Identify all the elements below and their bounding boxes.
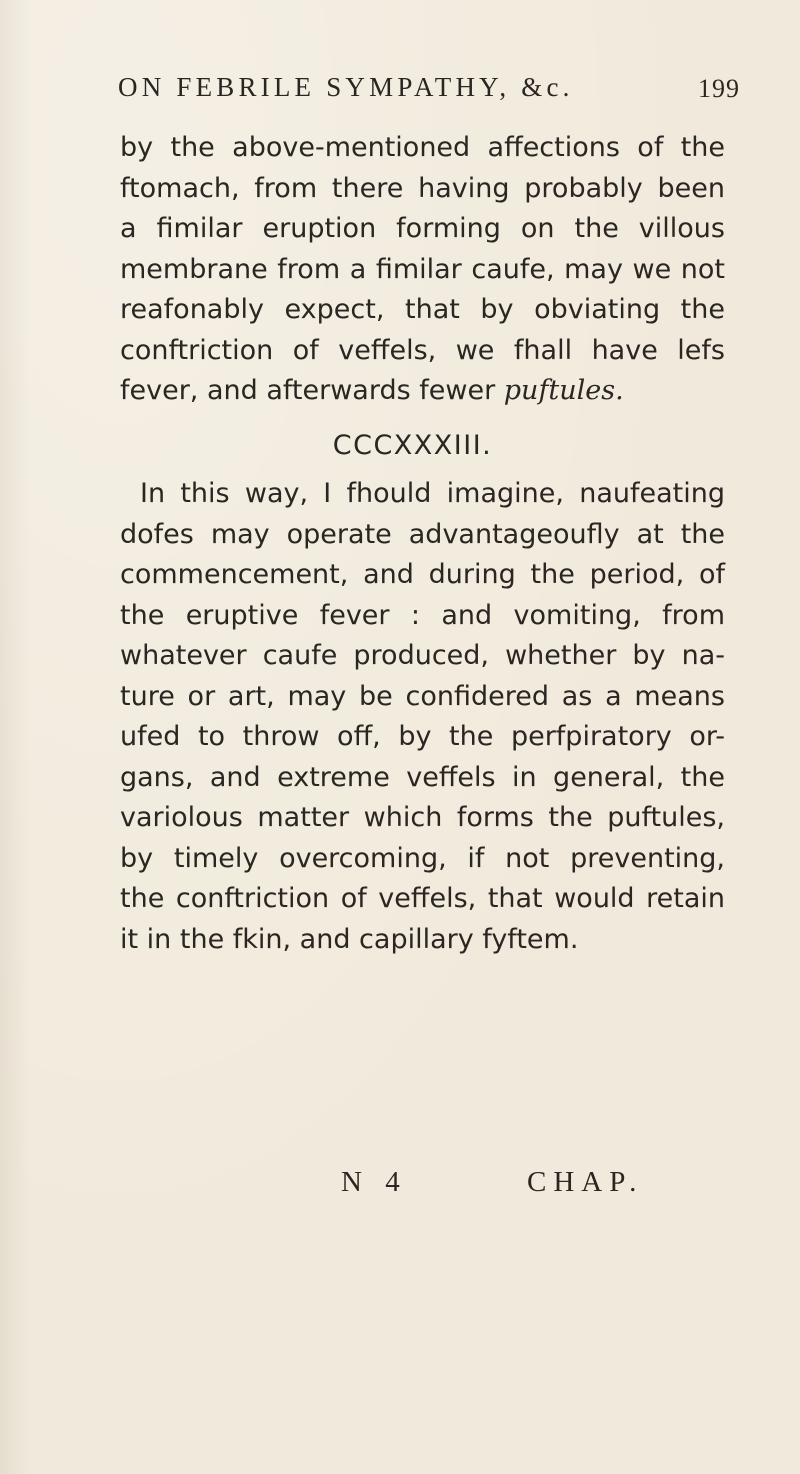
text-line: ture or art, may be confidered as a means (120, 680, 725, 712)
text-line: membrane from a fimilar caufe, may we not (120, 253, 725, 285)
text-line: a fimilar eruption forming on the villous (120, 213, 725, 244)
text-line: In this way, I fhould imagine, naufeating (140, 478, 725, 509)
text-line: whatever caufe produced, whether by na- (120, 640, 725, 671)
text-line: the eruptive fever : and vomiting, from (120, 599, 725, 631)
text-line: ufed to throw off, by the perfpiratory or- (120, 721, 725, 752)
text-line: reafonably expect, that by obviating the (120, 294, 725, 325)
body-text (120, 128, 725, 960)
text-line: gans, and extreme veffels in general, the (120, 761, 725, 793)
catchword: CHAP. (527, 1166, 644, 1198)
text-line: variolous matter which forms the puftules, (120, 802, 725, 833)
text-line: ftomach, from there having probably been (120, 172, 725, 204)
text-line-last: it in the fkin, and capillary fyftem. (120, 923, 579, 955)
page-header (100, 72, 740, 112)
text-line-roman: fever, and afterwards fewer (120, 375, 504, 406)
page-footer (0, 1166, 800, 1206)
signature-mark: N 4 (341, 1166, 408, 1198)
text-line-last (120, 371, 725, 412)
text-line: commencement, and during the period, of (120, 559, 725, 590)
section-heading: CCCXXXIII. (332, 429, 493, 461)
text-line: dofes may operate advantageoufly at the (120, 518, 725, 550)
paragraph-2 (120, 474, 725, 960)
text-line: the conftriction of veffels, that would retain (120, 883, 725, 914)
italic-word: puftules. (503, 375, 624, 406)
text-line: by timely overcoming, if not preventing, (120, 842, 725, 874)
text-line: conftriction of veffels, we fhall have lefs (120, 334, 725, 366)
paragraph-1 (120, 128, 725, 412)
page-number: 199 (698, 74, 740, 103)
running-head: ON FEBRILE SYMPATHY, &c. (118, 72, 574, 102)
text-line: by the above-mentioned affections of the (120, 132, 725, 163)
